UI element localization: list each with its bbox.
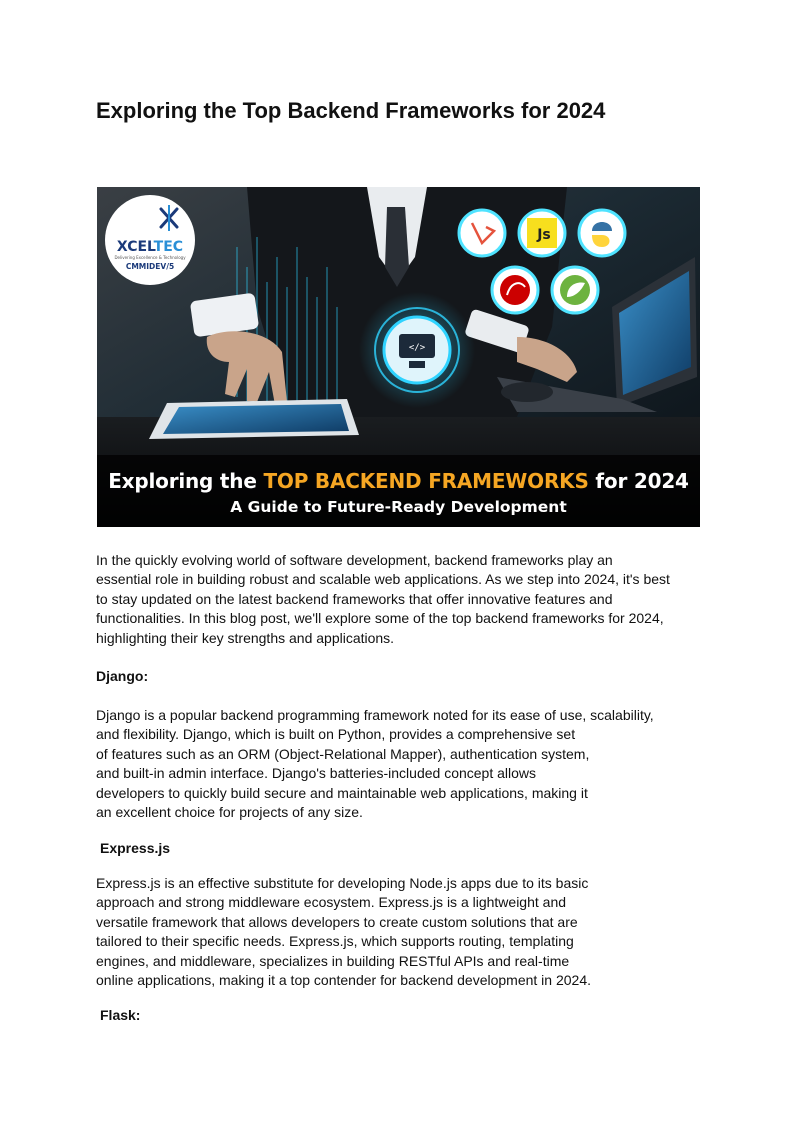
xceltec-logo [106,240,194,254]
express-line: tailored to their specific needs. Express.js, which supports routing, templating [96,933,574,950]
express-line: Express.js is an effective substitute for developing Node.js apps due to its basic [96,875,589,891]
intro-line: In the quickly evolving world of software development, backend frameworks play an [96,552,613,568]
logo-brand-part1: XCEL [116,239,154,255]
logo-certification: CMMIDEV/5 [125,262,175,271]
django-line: of features such as an ORM (Object-Relational Mapper), authentication system, [96,745,590,762]
intro-line: highlighting their key strengths and applications. [96,629,395,646]
hero-headline-suffix: for 2024 [588,469,689,493]
express-line: approach and strong middleware ecosystem. Express.js is a lightweight and [96,894,567,911]
svg-text:</>: </> [408,343,426,353]
section-heading-flask: Flask: [100,1007,141,1023]
express-line: online applications, making it a top contender for backend development in 2024. [96,972,591,989]
express-line: versatile framework that allows developers to create custom solutions that are [96,913,578,930]
logo-brand-part2: TEC [153,239,184,255]
section-heading-express: Express.js [100,840,171,856]
section-heading-django: Django: [96,668,149,684]
hero-headline [97,469,700,493]
django-line: an excellent choice for projects of any size. [96,804,363,821]
django-line: Django is a popular backend programming framework noted for its ease of use, scalability, [96,707,654,723]
page-title: Exploring the Top Backend Frameworks for 2024 [96,98,606,123]
intro-line: essential role in building robust and scalable web applications. As we step into 2024, it's best [96,571,670,588]
logo-tagline: Delivering Excellence & Technology [114,255,186,260]
hero-image [97,187,700,527]
express-line: engines, and middleware, specializes in building RESTful APIs and real-time [96,952,570,969]
hero-headline-prefix: Exploring the [108,469,264,493]
intro-paragraph [96,551,706,648]
django-paragraph [96,706,706,822]
django-line: and flexibility. Django, which is built on Python, provides a comprehensive set [96,726,576,743]
intro-line: functionalities. In this blog post, we'll explore some of the top backend frameworks for 2024, [96,610,664,627]
express-paragraph [96,874,706,990]
intro-line: to stay updated on the latest backend frameworks that offer innovative features and [96,590,613,607]
hero-headline-highlight: TOP BACKEND FRAMEWORKS [263,469,589,493]
hero-subheadline: A Guide to Future-Ready Development [230,498,567,516]
django-line: and built-in admin interface. Django's batteries-included concept allows [96,765,537,782]
django-line: developers to quickly build secure and maintainable web applications, making it [96,784,588,801]
js-icon: Js [537,227,551,243]
